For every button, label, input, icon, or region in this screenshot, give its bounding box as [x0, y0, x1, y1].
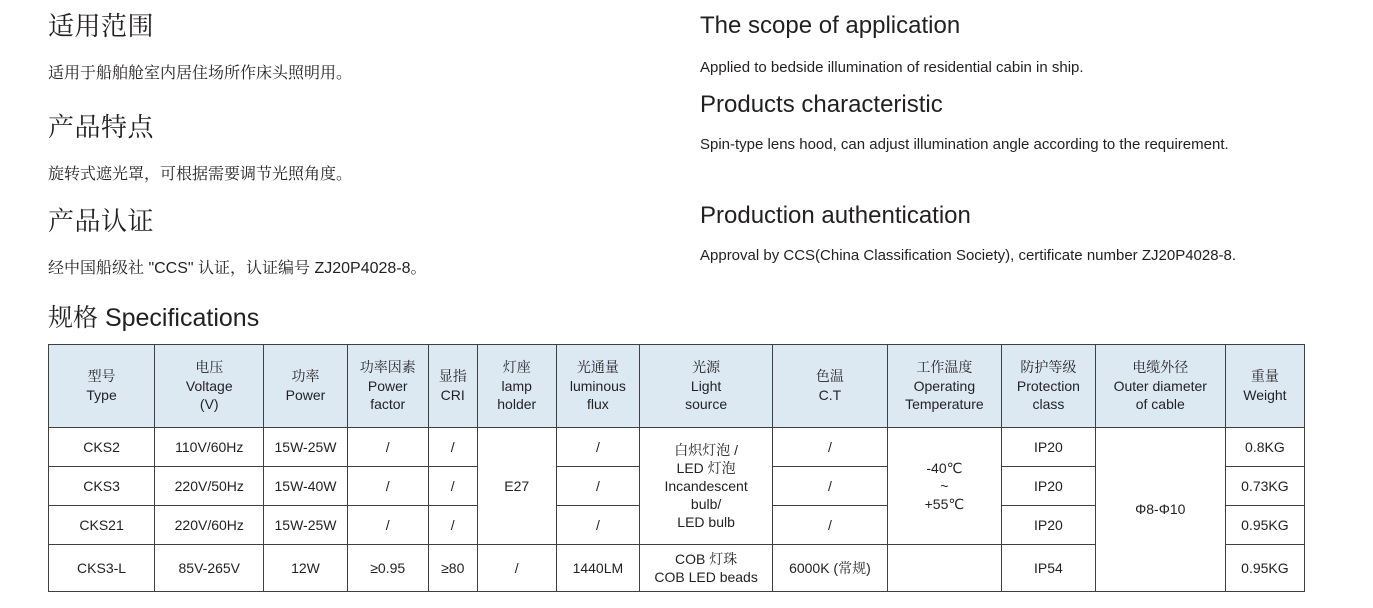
col-lamp-holder-cn: 灯座: [502, 358, 531, 375]
col-power-factor-cn: 功率因素: [359, 358, 416, 375]
col-power-factor: [347, 345, 428, 428]
section-body-characteristic-en: Spin-type lens hood, can adjust illumination angle according to the requirement.: [700, 136, 1229, 154]
cell-power-factor: ≥0.95: [347, 545, 428, 592]
cell-luminous-flux: /: [556, 506, 639, 545]
col-cable-diameter-cn: 电缆外径: [1132, 358, 1189, 375]
col-cable-diameter: [1095, 345, 1225, 428]
cell-power: 15W-25W: [264, 506, 347, 545]
col-protection-class-en-1: Protection: [1016, 377, 1080, 394]
light-source-line-2: LED 灯泡: [676, 459, 736, 476]
operating-temp-line-1: -40℃: [926, 459, 963, 476]
col-power-factor-en-2: factor: [370, 396, 406, 413]
col-power-factor-en-1: Power: [367, 377, 408, 394]
cell-power-factor: /: [347, 428, 428, 467]
cell-type: CKS3: [49, 467, 155, 506]
section-heading-characteristic-cn: 产品特点: [48, 112, 155, 142]
col-weight: [1225, 345, 1304, 428]
cell-voltage: 110V/60Hz: [155, 428, 264, 467]
cell-cable-diameter-merged: Φ8-Φ10: [1095, 428, 1225, 592]
col-light-source-cn: 光源: [692, 358, 721, 375]
cell-color-temperature: /: [773, 506, 887, 545]
section-body-characteristic-cn: 旋转式遮光罩，可根据需要调节光照角度。: [48, 165, 353, 183]
cell-power: 15W-40W: [264, 467, 347, 506]
cell-light-source-merged: [640, 428, 773, 545]
col-voltage-unit: (V): [199, 396, 219, 413]
col-operating-temperature-en-1: Operating: [913, 377, 976, 394]
section-characteristic-cn: [48, 113, 352, 186]
cell-operating-temperature-merged: [887, 428, 1001, 545]
cell-protection-class: IP20: [1002, 467, 1096, 506]
cell-power-factor: /: [347, 467, 428, 506]
col-protection-class-en-2: class: [1032, 396, 1065, 413]
light-source-line-4: bulb/: [690, 496, 722, 513]
col-color-temperature-cn: 色温: [815, 368, 844, 385]
cell-light-source-en: COB LED beads: [654, 569, 758, 585]
col-cri-cn: 显指: [438, 368, 467, 385]
col-cable-diameter-en-1: Outer diameter: [1113, 377, 1207, 394]
cell-weight: 0.95KG: [1225, 506, 1304, 545]
section-heading-scope-en: The scope of application: [700, 12, 961, 39]
section-heading-authentication-cn: 产品认证: [48, 206, 155, 236]
cell-light-source-cn: COB 灯珠: [674, 550, 738, 567]
col-voltage: [155, 345, 264, 428]
col-light-source: [640, 345, 773, 428]
cell-color-temperature: /: [773, 467, 887, 506]
section-body-scope-en: Applied to bedside illumination of residential cabin in ship.: [700, 59, 1084, 77]
section-characteristic-en: [700, 92, 1229, 156]
col-power: [264, 345, 347, 428]
col-color-temperature: [773, 345, 887, 428]
cell-luminous-flux: /: [556, 428, 639, 467]
section-scope-cn: [48, 12, 352, 85]
table-row: [49, 428, 1305, 467]
cell-color-temperature: 6000K (常规): [773, 545, 887, 592]
operating-temp-line-3: +55℃: [924, 496, 965, 513]
col-lamp-holder-en-2: holder: [497, 396, 537, 413]
col-operating-temperature: [887, 345, 1001, 428]
section-body-scope-cn: 适用于船舶舱室内居住场所作床头照明用。: [48, 64, 353, 82]
table-header-row: [49, 345, 1305, 428]
cell-voltage: 220V/60Hz: [155, 506, 264, 545]
col-type-en: Type: [86, 387, 117, 403]
cell-cri: /: [428, 467, 477, 506]
cell-type: CKS2: [49, 428, 155, 467]
cell-operating-temperature: [887, 545, 1001, 592]
cell-protection-class: IP20: [1002, 428, 1096, 467]
col-power-cn: 功率: [291, 368, 320, 385]
col-luminous-flux-en-2: flux: [586, 396, 609, 413]
col-type-cn: 型号: [87, 368, 116, 385]
cell-voltage: 85V-265V: [155, 545, 264, 592]
col-operating-temperature-en-2: Temperature: [905, 396, 984, 413]
col-voltage-cn: 电压: [195, 358, 224, 375]
cell-weight: 0.95KG: [1225, 545, 1304, 592]
section-heading-characteristic-en: Products characteristic: [700, 91, 943, 118]
cell-power: 12W: [264, 545, 347, 592]
cell-weight: 0.8KG: [1225, 428, 1304, 467]
col-color-temperature-en: C.T: [818, 387, 842, 403]
cell-power: 15W-25W: [264, 428, 347, 467]
section-body-authentication-cn: 经中国船级社 "CCS" 认证，认证编号 ZJ20P4028-8。: [48, 259, 427, 277]
col-type: [49, 345, 155, 428]
light-source-line-1: 白炽灯泡 /: [674, 441, 738, 458]
col-luminous-flux: [556, 345, 639, 428]
specifications-title: 规格 Specifications: [48, 304, 260, 332]
col-cri: [428, 345, 477, 428]
cell-lamp-holder-merged: E27: [477, 428, 556, 545]
light-source-line-3: Incandescent: [664, 477, 748, 494]
cell-cri: /: [428, 428, 477, 467]
col-protection-class-cn: 防护等级: [1020, 358, 1077, 375]
col-voltage-en: Voltage: [185, 377, 233, 394]
col-cri-en: CRI: [440, 387, 465, 403]
section-scope-en: [700, 13, 1084, 79]
cell-protection-class: IP54: [1002, 545, 1096, 592]
cell-luminous-flux: /: [556, 467, 639, 506]
col-power-en: Power: [285, 387, 326, 403]
col-luminous-flux-cn: 光通量: [576, 358, 619, 375]
section-authentication-en: [700, 203, 1236, 267]
col-cable-diameter-en-2: of cable: [1135, 396, 1185, 413]
col-lamp-holder-en-1: lamp: [501, 377, 532, 394]
cell-voltage: 220V/50Hz: [155, 467, 264, 506]
cell-type: CKS21: [49, 506, 155, 545]
light-source-line-5: LED bulb: [677, 514, 735, 531]
section-heading-scope-cn: 适用范围: [48, 11, 155, 41]
section-heading-authentication-en: Production authentication: [700, 202, 971, 229]
col-light-source-en-2: source: [685, 396, 728, 413]
col-weight-en: Weight: [1243, 387, 1287, 403]
col-weight-cn: 重量: [1250, 368, 1279, 385]
cell-lamp-holder: /: [477, 545, 556, 592]
col-lamp-holder: [477, 345, 556, 428]
cell-type: CKS3-L: [49, 545, 155, 592]
cell-cri: ≥80: [428, 545, 477, 592]
section-body-authentication-en: Approval by CCS(China Classification Society), certificate number ZJ20P4028-8.: [700, 247, 1237, 265]
cell-power-factor: /: [347, 506, 428, 545]
cell-luminous-flux: 1440LM: [556, 545, 639, 592]
cell-weight: 0.73KG: [1225, 467, 1304, 506]
bilingual-text-columns: [0, 0, 1373, 290]
col-light-source-en-1: Light: [690, 377, 722, 394]
cell-color-temperature: /: [773, 428, 887, 467]
operating-temp-line-2: ~: [940, 477, 949, 494]
section-authentication-cn: [48, 207, 427, 280]
cell-protection-class: IP20: [1002, 506, 1096, 545]
cell-cri: /: [428, 506, 477, 545]
cell-light-source: [640, 545, 773, 592]
col-protection-class: [1002, 345, 1096, 428]
col-luminous-flux-en-1: luminous: [569, 377, 626, 394]
col-operating-temperature-cn: 工作温度: [916, 358, 973, 375]
specifications-table: [48, 344, 1305, 592]
